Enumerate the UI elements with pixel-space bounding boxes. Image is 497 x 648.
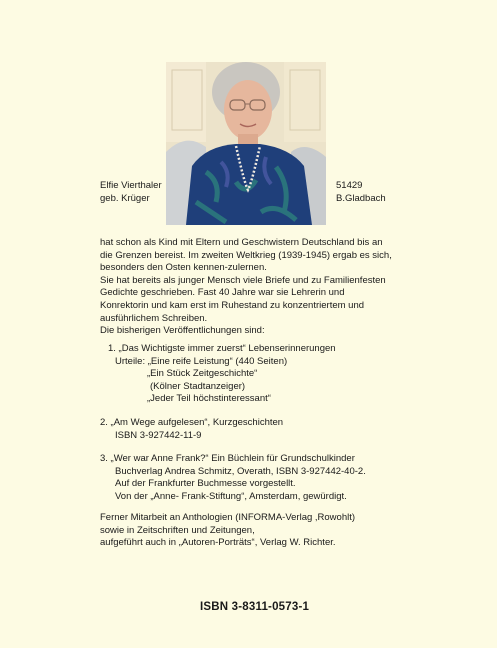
publications-list [100,343,460,515]
publication-review-source: (Kölner Stadtanzeiger) [150,380,246,392]
publication-item [100,453,460,503]
bio-line: Die bisherigen Veröffentlichungen sind: [100,325,265,337]
footer-line: sowie in Zeitschriften und Zeitungen, [100,524,255,536]
book-isbn: ISBN 3-8311-0573-1 [200,601,310,613]
publication-isbn: ISBN 3-927442-11-9 [115,429,202,441]
bio-line: Sie hat bereits als junger Mensch viele Briefe und zu Familienfesten [100,274,386,286]
publication-item [100,343,460,406]
publication-review: Urteile: „Eine reife Leistung“ (440 Seiten) [115,355,288,367]
publication-detail: Auf der Frankfurter Buchmesse vorgestellt. [115,478,296,490]
bio-line: hat schon als Kind mit Eltern und Geschwistern Deutschland bis an [100,237,383,248]
publication-title: 3. „Wer war Anne Frank?“ Ein Büchlein für Grundschulkinder [100,453,355,465]
author-portrait-photo [166,62,326,225]
bio-line: Konrektorin und kam erst im Ruhestand zu konzentriertem und [100,299,365,311]
city: B.Gladbach [336,192,386,204]
publication-item [100,417,460,442]
author-name: Elfie Vierthaler [100,180,162,191]
bio-line: besonders den Osten kennen-zulernen. [100,262,267,274]
publication-detail: Buchverlag Andrea Schmitz, Overath, ISBN 3-927442-40-2. [115,465,366,477]
author-birth-name: geb. Krüger [100,192,150,204]
biography [100,237,440,338]
author-name-block [100,180,162,205]
bio-line: Gedichte geschrieben. Fast 40 Jahre war sie Lehrerin und [100,287,345,299]
publication-review: „Ein Stück Zeitgeschichte“ [147,368,258,380]
publication-title: 2. „Am Wege aufgelesen“, Kurzgeschichten [100,416,284,428]
publication-review: „Jeder Teil höchstinteressant“ [147,393,271,405]
author-location-block [336,180,386,205]
footer-line: aufgeführt auch in „Autoren-Porträts“, Verlag W. Richter. [100,537,336,549]
footer-line: Ferner Mitarbeit an Anthologien (INFORMA-Verlag ,Rowohlt) [100,512,356,523]
bio-line: ausführlichem Schreiben. [100,312,208,324]
publication-title: 1. „Das Wichtigste immer zuerst“ Lebenserinnerungen [108,343,336,354]
postal-code: 51429 [336,180,363,191]
further-contributions [100,512,460,550]
publication-detail: Von der „Anne- Frank-Stiftung“, Amsterdam, gewürdigt. [115,490,347,502]
bio-line: die Grenzen bereist. Im zweiten Weltkrieg (1939-1945) ergab es sich, [100,249,392,261]
